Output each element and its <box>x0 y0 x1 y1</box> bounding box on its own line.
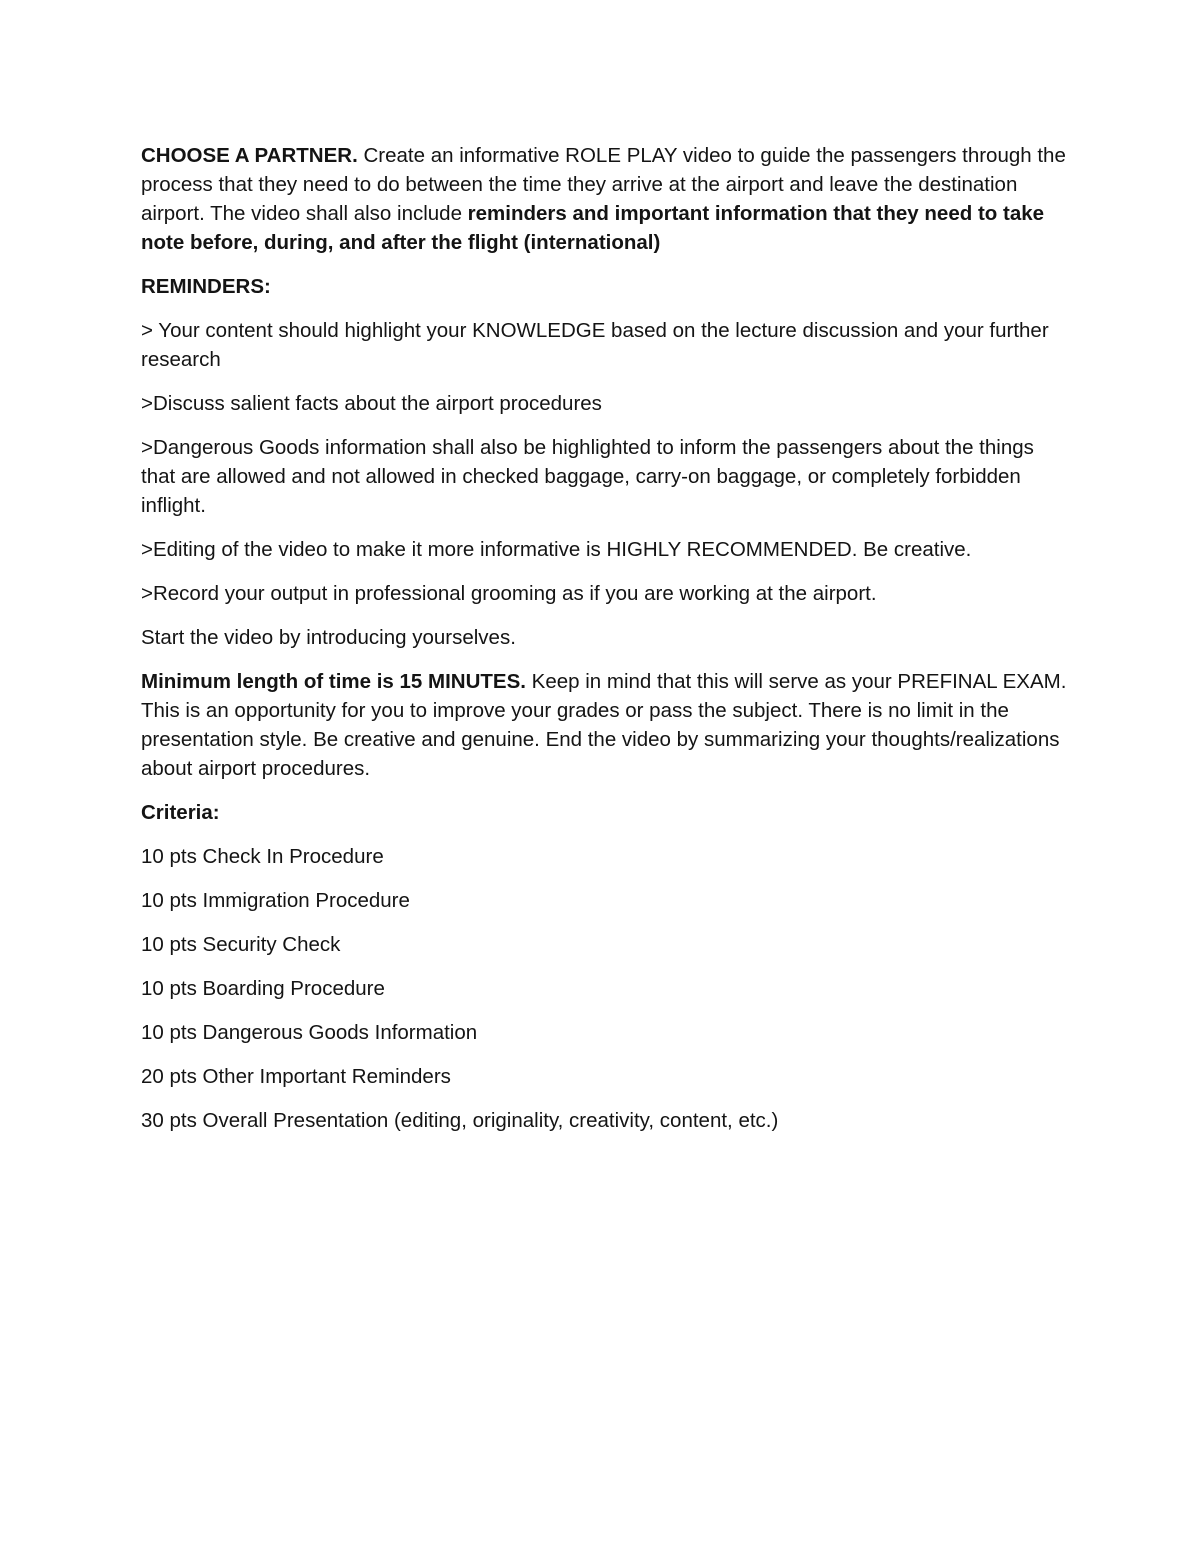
criteria-item: 10 pts Check In Procedure <box>141 845 384 868</box>
criteria-item: 10 pts Security Check <box>141 933 341 956</box>
reminder-item: > Your content should highlight your KNOWLEDGE based on the lecture discussion and your further research <box>141 319 1049 371</box>
reminder-item: >Editing of the video to make it more informative is HIGHLY RECOMMENDED. Be creative. <box>141 538 972 561</box>
intro-text: Create an informative ROLE PLAY video to guide the passengers through the process that they need to do between the time they arrive at the airport and leave the destination airport. The video shall also include <box>141 144 1066 225</box>
criteria-heading: Criteria: <box>141 801 220 824</box>
intro-lead: CHOOSE A PARTNER. <box>141 144 358 167</box>
duration-paragraph <box>141 667 1071 783</box>
criteria-item: 30 pts Overall Presentation (editing, originality, creativity, content, etc.) <box>141 1109 779 1132</box>
reminder-item: >Discuss salient facts about the airport procedures <box>141 392 602 415</box>
criteria-item: 10 pts Immigration Procedure <box>141 889 410 912</box>
reminder-item: >Record your output in professional grooming as if you are working at the airport. <box>141 582 877 605</box>
duration-text: Keep in mind that this will serve as your PREFINAL EXAM. This is an opportunity for you to improve your grades or pass the subject. There is no limit in the presentation style. Be creative and genuine. End the video by summarizing your thoughts/realizations about airport procedures. <box>141 670 1067 780</box>
criteria-item: 10 pts Dangerous Goods Information <box>141 1021 478 1044</box>
document-body <box>141 141 1071 1150</box>
intro-paragraph <box>141 141 1071 257</box>
start-note: Start the video by introducing yourselves. <box>141 626 516 649</box>
criteria-item: 20 pts Other Important Reminders <box>141 1065 451 1088</box>
reminders-heading: REMINDERS: <box>141 275 271 298</box>
intro-emphasis: reminders and important information that they need to take note before, during, and after the flight (international) <box>141 202 1045 254</box>
criteria-item: 10 pts Boarding Procedure <box>141 977 385 1000</box>
reminder-item: >Dangerous Goods information shall also be highlighted to inform the passengers about the things that are allowed and not allowed in checked baggage, carry-on baggage, or completely forbidden inflight. <box>141 436 1034 517</box>
duration-lead: Minimum length of time is 15 MINUTES. <box>141 670 526 693</box>
